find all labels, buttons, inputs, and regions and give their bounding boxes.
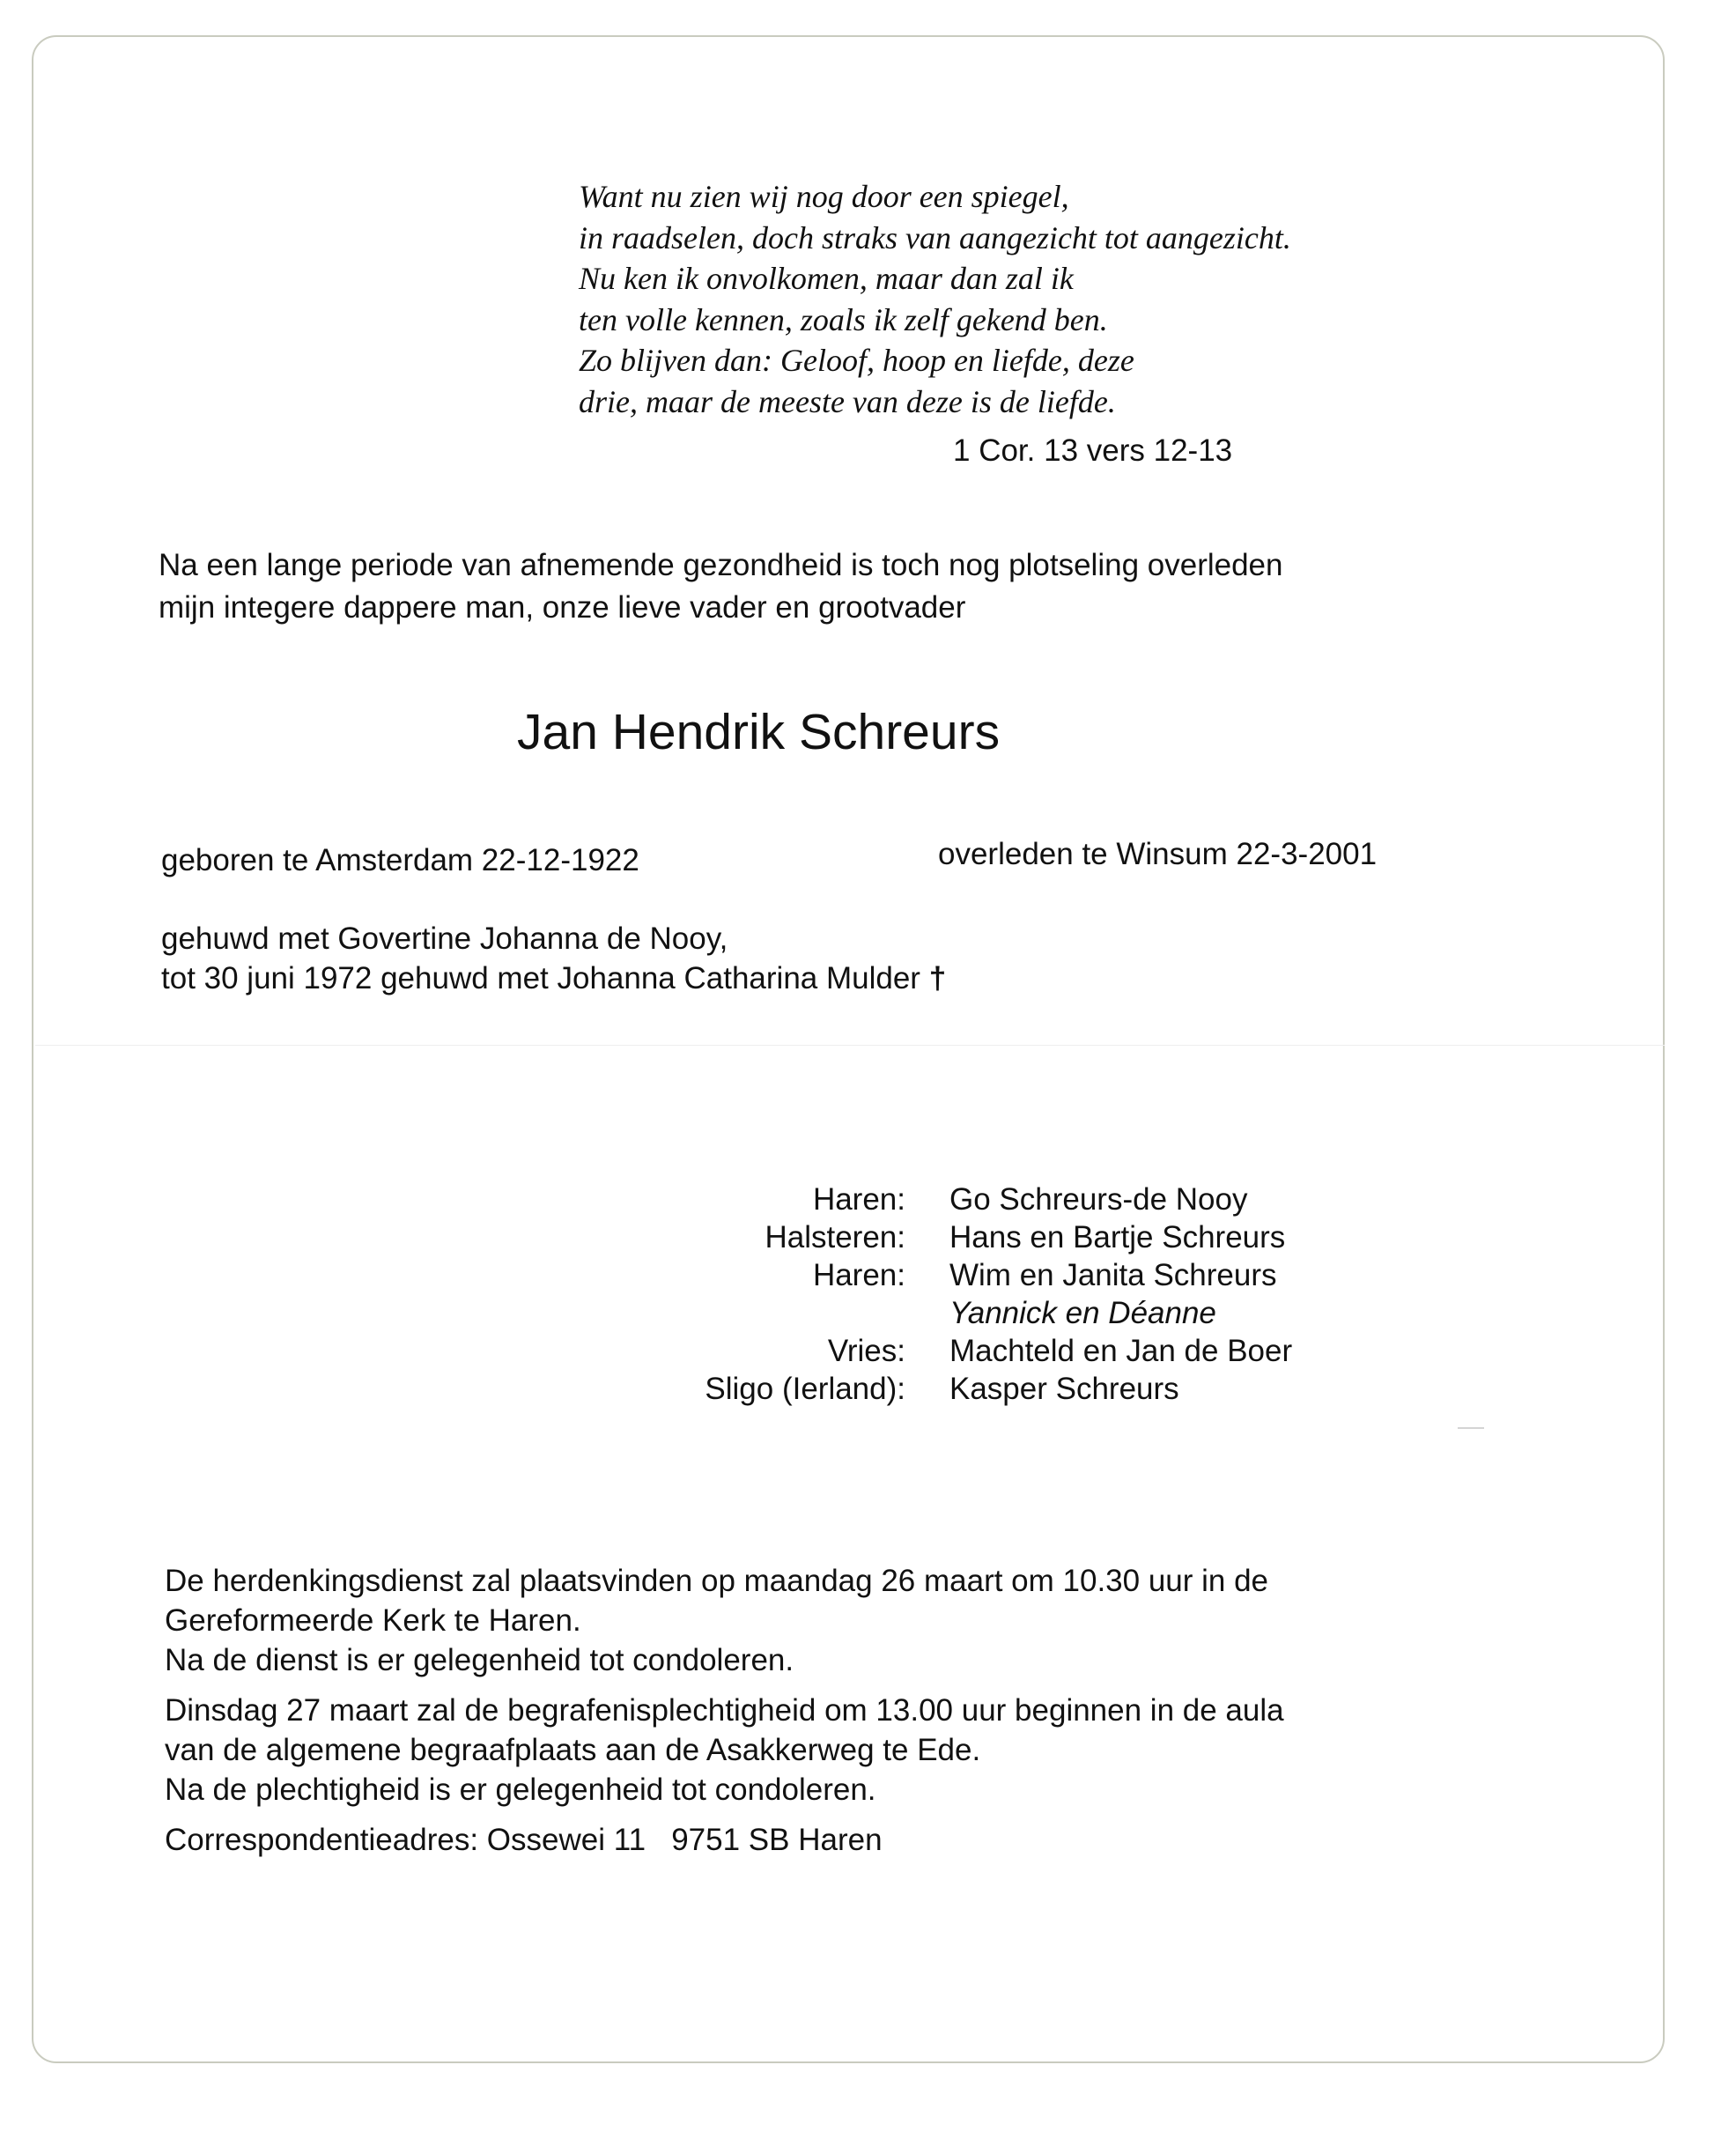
death-info: overleden te Winsum 22-3-2001 (938, 837, 1378, 871)
memorial-paragraph (165, 1561, 1284, 1680)
verse-line: ten volle kennen, zoals ik zelf gekend ben. (579, 301, 1108, 337)
cross-icon: † (928, 961, 947, 995)
memorial-line: Gereformeerde Kerk te Haren. (165, 1603, 581, 1638)
family-row (617, 1256, 1292, 1294)
verse-line: Nu ken ik onvolkomen, maar dan zal ik (579, 261, 1074, 296)
deceased-name: Jan Hendrik Schreurs (517, 704, 1001, 760)
birth-info: geboren te Amsterdam 22-12-1922 (161, 843, 639, 877)
intro-line: Na een lange periode van afnemende gezondheid is toch nog plotseling overleden (159, 548, 1283, 582)
family-row (617, 1370, 1292, 1408)
fold-line (35, 1045, 1665, 1046)
family-row (617, 1294, 1292, 1332)
family-names-grandchildren: Yannick en Déanne (949, 1296, 1216, 1330)
funeral-line: Na de plechtigheid is er gelegenheid tot condoleren. (165, 1773, 876, 1807)
family-row (617, 1181, 1292, 1218)
family-row (617, 1218, 1292, 1256)
funeral-line: van de algemene begraafplaats aan de Asakkerweg te Ede. (165, 1733, 981, 1767)
verse-line: Want nu zien wij nog door een spiegel, (579, 179, 1069, 214)
family-names: Machteld en Jan de Boer (949, 1334, 1293, 1368)
family-place: Haren: (812, 1182, 905, 1217)
family-names: Go Schreurs-de Nooy (949, 1182, 1248, 1217)
family-names: Kasper Schreurs (949, 1372, 1179, 1406)
verse-reference: 1 Cor. 13 vers 12-13 (953, 433, 1233, 468)
marriage-line-text: tot 30 juni 1972 gehuwd met Johanna Catharina Mulder (161, 961, 920, 995)
marriage-line: gehuwd met Govertine Johanna de Nooy, (161, 921, 728, 956)
marriage-info (161, 919, 946, 998)
family-place: Halsteren: (765, 1220, 905, 1255)
verse-line: drie, maar de meeste van deze is de liefde. (579, 383, 1116, 419)
family-place: Sligo (Ierland): (705, 1372, 905, 1406)
family-row (617, 1332, 1292, 1370)
marriage-line (161, 958, 946, 998)
scan-speck (1458, 1427, 1484, 1429)
family-place: Vries: (827, 1334, 905, 1368)
bible-verse (579, 176, 1291, 422)
verse-line: Zo blijven dan: Geloof, hoop en liefde, deze (579, 343, 1134, 378)
service-info (165, 1561, 1284, 1860)
memorial-line: De herdenkingsdienst zal plaatsvinden op maandag 26 maart om 10.30 uur in de (165, 1564, 1269, 1598)
family-place: Haren: (812, 1258, 905, 1292)
funeral-line: Dinsdag 27 maart zal de begrafenisplechtigheid om 13.00 uur beginnen in de aula (165, 1693, 1284, 1728)
family-names: Wim en Janita Schreurs (949, 1258, 1277, 1292)
intro-line: mijn integere dappere man, onze lieve vader en grootvader (159, 590, 966, 625)
family-place (617, 1294, 905, 1332)
memorial-line: Na de dienst is er gelegenheid tot condoleren. (165, 1643, 794, 1677)
correspondence-address: Correspondentieadres: Ossewei 11 9751 SB Haren (165, 1823, 883, 1857)
family-list (617, 1181, 1292, 1408)
announcement-intro (159, 544, 1283, 629)
family-names: Hans en Bartje Schreurs (949, 1220, 1286, 1255)
verse-line: in raadselen, doch straks van aangezicht tot aangezicht. (579, 219, 1291, 255)
funeral-paragraph (165, 1691, 1284, 1810)
